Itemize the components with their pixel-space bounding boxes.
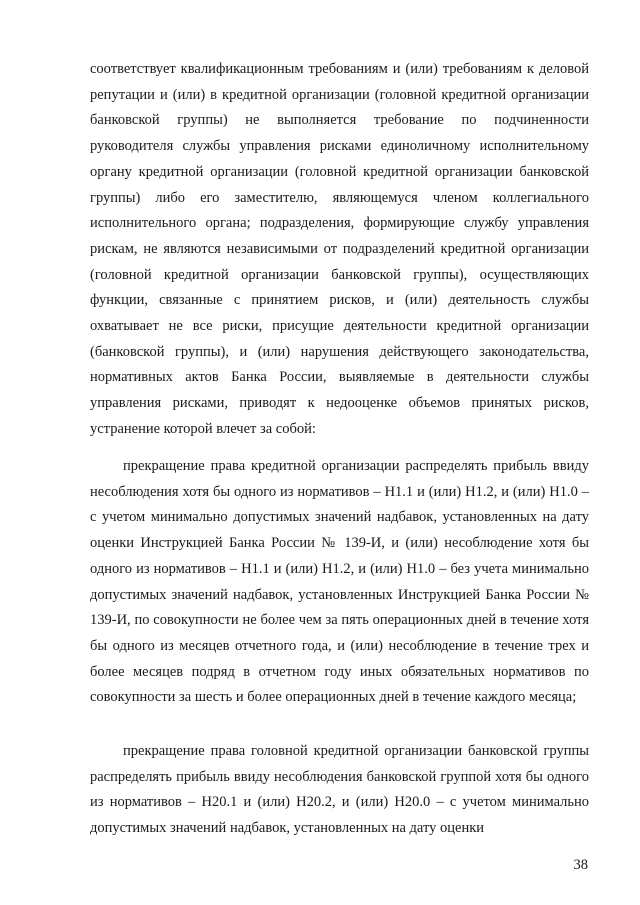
paragraph-profit-distribution bbox=[90, 454, 589, 711]
page-number: 38 bbox=[573, 857, 588, 873]
paragraph-text-1: соответствует квалификационным требованиям и (или) требованиям к деловой репутации и (или) в кредитной организации (головной кредитной организации банковской группы) не выполняется требование по подчиненности руководителя службы управления рисками единоличному исполнительному органу кредитной организации (головной кредитной организации банковской группы) либо его заместителю, являющемуся членом коллегиального исполнительного органа; подразделения, формирующие службу управления рискам, не являются независимыми от подразделений кредитной организации (головной кредитной организации банковской группы), осуществляющих функции, связанные с принятием рисков, и (или) деятельность службы охватывает не все риски, присущие деятельности кредитной организации (банковской группы), и (или) нарушения действующего законодательства, нормативных актов Банка России, выявляемые в деятельности службы управления рисками, приводят к недооценке объемов принятых рисков, устранение которой влечет за собой: bbox=[90, 61, 589, 437]
paragraph-banking-group bbox=[90, 739, 589, 842]
paragraph-continuation bbox=[90, 57, 589, 443]
paragraph-text-3: прекращение права головной кредитной организации банковской группы распределять прибыль ввиду несоблюдения банковской группой хотя бы одного из нормативов – Н20.1 и (или) Н20.2, и (или) Н20.0 – с учетом минимально допустимых значений надбавок, установленных на дату оценки bbox=[90, 743, 589, 837]
paragraph-text-2: прекращение права кредитной организации распределять прибыль ввиду несоблюдения хотя бы одного из нормативов – Н1.1 и (или) Н1.2, и (или) Н1.0 – с учетом минимально допустимых значений надбавок, установленных на дату оценки Инструкцией Банка России № 139-И, и (или) несоблюдение хотя бы одного из нормативов – Н1.1 и (или) Н1.2, и (или) Н1.0 – без учета минимально допустимых значений надбавок, установленных Инструкцией Банка России № 139-И, по совокупности не более чем за пять операционных дней в течение хотя бы одного из месяцев отчетного года, и (или) несоблюдение в течение трех и более месяцев подряд в отчетном году иных обязательных нормативов по совокупности за шесть и более операционных дней в течение каждого месяца; bbox=[90, 458, 589, 706]
